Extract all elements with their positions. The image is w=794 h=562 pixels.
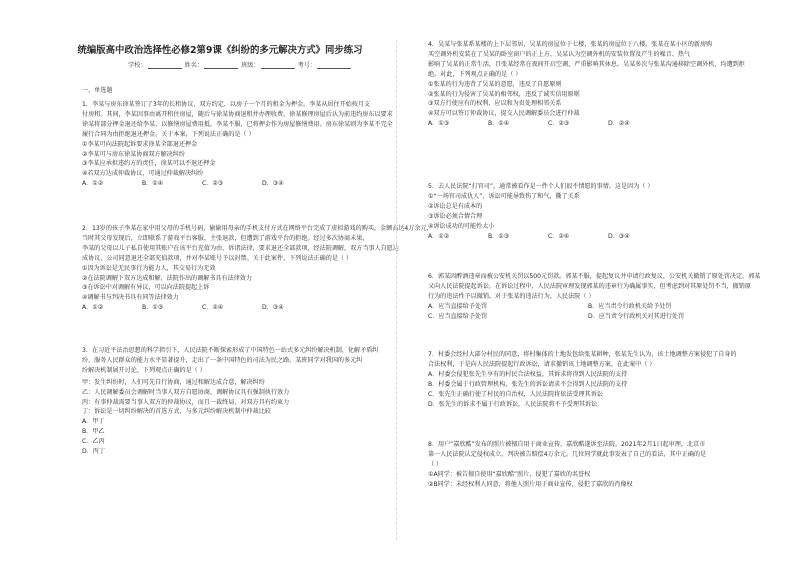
exam-no-label: 考号： xyxy=(297,62,317,69)
q1-line-4: 履行合同为由拒绝退还押金。关于本案，下列说法正确的是（ ） xyxy=(82,130,255,138)
q1-choice-c[interactable]: C．②③ xyxy=(202,180,224,188)
left-column xyxy=(22,0,433,562)
question-3 xyxy=(82,346,382,457)
school-label: 学校： xyxy=(128,62,147,69)
document-title: 统编版高中政治选择性必修2第9课《纠纷的多元解决方式》同步练习 xyxy=(77,45,363,56)
q2-option-4: ④调解书与判决书具有同等法律效力 xyxy=(82,294,179,302)
q3-choice-c[interactable]: C．乙丙 xyxy=(82,438,105,446)
q1-choices xyxy=(82,179,382,189)
q6-choice-c[interactable]: C．应当直接给予处罚 xyxy=(428,312,488,320)
q4-option-2: ②张某的行为侵害了吴某的相邻权，违反了诚实信用原则 xyxy=(428,90,580,98)
q1-line-1: 1．李某与房东徐某签订了3年的长租协议，双方约定，以房子一个月的租金为押金。李某从居住开始按月支 xyxy=(82,101,371,108)
q2-line-1: 2．13岁的孩子李某在家中用父母的手机号码，偷偷用母亲的手机支付方式在网络平台完成了虚拟游戏的购买，金额高达4万余元， xyxy=(82,225,433,232)
right-column xyxy=(420,0,787,562)
q7-line-1: 7．村委会经村大部分村民的同意，将村集体的土地发包给张某耕种，张某先生认为，该土地调整方案侵犯了自身的 xyxy=(428,351,737,358)
q1-line-2: 付房租。其间，李某因事由离开租住房屋，随后与徐某协商退租并办理收费，徐某修理房屋后认为前违约房东以要求 xyxy=(82,110,393,118)
q2-choices xyxy=(82,303,382,313)
q3-choice-d[interactable]: D．丙丁 xyxy=(82,448,105,456)
q2-choice-c[interactable]: C．②④ xyxy=(202,304,224,312)
question-6 xyxy=(428,272,778,322)
q4-line-2: 买空调外机安装在了吴某的卧室窗户的正上方，吴某认为空调外机的安装位置及产生的噪音、热气 xyxy=(428,50,691,58)
q1-choice-a[interactable]: A．①② xyxy=(82,180,104,188)
q5-option-4: ④诉讼成功的可能性太小 xyxy=(428,222,495,230)
q7-option-c[interactable]: C．张先生正确行使了村民的自治权，人民法院将依法受理其诉讼 xyxy=(428,390,603,398)
student-info-line xyxy=(128,60,352,69)
q8-line-2: 第一人民法院认定侵权成立，判决被告赔偿4万余元。几位同学就此事发表了自己的看法，其中正确的是 xyxy=(428,450,707,458)
q4-line-1: 4．吴某与张某系某楼的上下层邻居，吴某的房屋位于七楼，张某的房屋位于八楼。张某在某小区的新房购 xyxy=(428,41,713,48)
q1-option-3: ③李某应承担违约方的责任，徐某可以不退还押金 xyxy=(82,160,216,168)
q7-line-2: 合法权利，于是向人民法院提起行政诉讼，请求撤销该土地调整方案。在此案中（ ） xyxy=(428,360,656,368)
q3-choice-b[interactable]: B．甲乙 xyxy=(82,428,105,436)
q4-line-3: 影响了吴某的正常生活，且张某经常在夜间开启空调，严重影响其休息。吴某多次与张某沟通移除空调外机，均遭到拒 xyxy=(428,60,745,68)
exam-no-blank[interactable] xyxy=(317,62,351,69)
q6-line-3: 行为的违法性予以撤销。对于张某的违法行为，人民法院（ ） xyxy=(428,292,595,300)
q2-option-3: ③在诉讼中对调解有异议，可以向法院提起上诉 xyxy=(82,284,210,292)
q3-choice-a[interactable]: A．甲丁 xyxy=(82,418,105,426)
q1-line-3: 徐某将部分押金退还给李某，以修缮房屋费用抵，李某不服，已将押金作为房屋修缮费用。房东徐某则为李某不完全 xyxy=(82,120,393,128)
q2-choice-d[interactable]: D．③④ xyxy=(262,304,284,312)
column-divider xyxy=(396,40,397,540)
q2-line-2: 当时其父母发现后，立即联系了游戏平台客服，主张退款，但遭到了游戏平台的拒绝。经过多次协商未果， xyxy=(82,234,369,242)
q6-choice-a[interactable]: A．应当直接给予处罚 xyxy=(428,302,488,310)
q7-option-a[interactable]: A．村委会侵犯张先生享有的村民合法权益，其诉求将得到人民法院的支持 xyxy=(428,370,628,378)
name-label: 姓名： xyxy=(184,62,204,69)
q6-choice-b[interactable]: B．应当责令行政机关给予处罚 xyxy=(588,302,672,310)
q3-line-1: 3．在习近平法治思想的科学指引下，人民法院不断探索形成了中国特色一站式多元纠纷解决机制，化解矛盾纠 xyxy=(82,347,379,354)
q5-choice-c[interactable]: C．②④ xyxy=(548,232,570,240)
q2-line-4: 成协议，公司同意退还全部充值款项，并对李某账号予以封禁。关于此案件，下列说法正确的是（ ） xyxy=(82,254,353,262)
q4-choice-d[interactable]: D．②④ xyxy=(608,120,630,128)
q8-option-1: ①A同学：被告擅自使用“嘉欣酷”照片，侵犯了嘉欣的名誉权 xyxy=(428,470,591,478)
question-5 xyxy=(428,182,778,241)
q2-choice-a[interactable]: A．①② xyxy=(82,304,104,312)
q1-choice-d[interactable]: D．③④ xyxy=(262,180,284,188)
q8-option-2: ②B同学：未经权利人同意，将他人照片用于商业宣传，侵犯了嘉欣的肖像权 xyxy=(428,480,633,488)
q8-line-1: 8．用户“嘉欣酷”发布的照片被擅自用于商业宣传，嘉欣酷遂诉至法院。2021年2月1日起审理，北京市 xyxy=(428,441,706,448)
section-heading-text: 一、单选题 xyxy=(82,87,113,94)
name-blank[interactable] xyxy=(204,62,238,69)
q5-choices xyxy=(428,232,778,242)
q4-option-1: ①张某的行为违背了吴某的意愿，违反了自愿原则 xyxy=(428,80,562,88)
question-7 xyxy=(428,350,778,409)
q5-choice-b[interactable]: B．①③ xyxy=(488,232,510,240)
q5-option-1: ①“一场官司成仇人”，诉讼可能导致伤了和气，撕了关系 xyxy=(428,192,580,200)
q7-option-d[interactable]: D．张先生的诉求不属于行政诉讼，人民法院将不予受理其诉讼 xyxy=(428,400,598,408)
q7-option-b[interactable]: B．村委会属于行政管理机构，张先生的诉讼请求不会得到人民法院的支持 xyxy=(428,380,628,388)
q4-line-4: 绝。对此，下列观点正确的是（ ） xyxy=(428,70,522,78)
q2-option-2: ②在法院调解下双方达成和解，法院作出的调解书具有法律效力 xyxy=(82,274,252,282)
q5-option-2: ②诉讼总是有成本的 xyxy=(428,202,483,210)
q4-option-3: ③双方行使应有的权利，应以和为贵处理相邻关系 xyxy=(428,100,562,108)
q6-choices-row-2 xyxy=(428,312,778,322)
q5-choice-d[interactable]: D．③④ xyxy=(608,232,630,240)
q6-line-1: 6．郭某因醉酒违章而被公安机关罚以500元罚款。郭某不服，提起复议并申请行政复议，公安机关撤销了原处罚决定。郭某 xyxy=(428,273,761,280)
question-8 xyxy=(428,440,778,490)
q5-line-1: 5．去人民法院“打官司”，通常被看作是一件个人们很不情愿的事情。这是因为（ ） xyxy=(428,183,654,190)
q8-line-3: （ ） xyxy=(428,460,443,468)
q3-view-2: 乙：人民调解委员会调解时当事人双方自愿协商，调解协议具有强制执行效力 xyxy=(82,388,290,396)
section-heading xyxy=(82,86,112,96)
q6-line-2: 又向人民法院提起诉讼。在诉讼过程中，人民法院审理发现郭某的违章行为确属事实，但考虑到对其原处罚不当，撤销原 xyxy=(428,282,751,290)
question-2 xyxy=(82,224,433,313)
q3-line-2: 纷，服务人民群众的能力水平显著提升，走出了一条中国特色的司法为民之路。某班同学对我国的多元纠 xyxy=(82,356,363,364)
q1-option-2: ②李某可与房东徐某协商双方解决纠纷 xyxy=(82,150,185,158)
school-blank[interactable] xyxy=(148,62,182,69)
q4-choice-a[interactable]: A．①③ xyxy=(428,120,450,128)
q2-line-3: 李某的父母以儿子私自使用其账户在该平台充值为由，诉诸法律，要求退还全部款项，经法院调解，双方当事人自愿达 xyxy=(82,244,399,252)
q3-view-3: 丙：有事仲裁需要当事人双方的仲裁协议，而且一裁终局，对双方具有约束力 xyxy=(82,398,290,406)
q4-choice-c[interactable]: C．②③ xyxy=(548,120,570,128)
class-label: 班级： xyxy=(241,62,260,69)
q3-view-4: 丁：诉讼是一切纠纷解决的首选方式，与多元纠纷解决机制中仲裁比较 xyxy=(82,408,271,416)
q4-option-4: ④双方可以签订仲裁协议，提交人民调解委员会进行仲裁 xyxy=(428,110,580,118)
q5-choice-a[interactable]: A．①② xyxy=(428,232,450,240)
q6-choice-d[interactable]: D．应当责令行政机关对其进行处罚 xyxy=(588,312,685,320)
q5-option-3: ③诉讼必须合情合理 xyxy=(428,212,483,220)
question-1 xyxy=(82,100,393,189)
class-blank[interactable] xyxy=(261,62,295,69)
q3-view-1: 甲：发生纠纷时，人们可先自行协商，通过和解达成合意，解决纠纷 xyxy=(82,378,265,386)
question-4 xyxy=(428,40,778,129)
q6-choices-row-1 xyxy=(428,302,778,312)
q1-option-4: ④若双方达成仲裁协议，可通过仲裁解决纠纷 xyxy=(82,170,204,178)
q2-option-1: ①因为诉讼是无民事行为能力人，其交易行为无效 xyxy=(82,264,216,272)
q1-choice-b[interactable]: B．①④ xyxy=(142,180,164,188)
q4-choices xyxy=(428,119,778,129)
q2-choice-b[interactable]: B．①③ xyxy=(142,304,164,312)
q1-option-1: ①李某可向法院起诉要求徐某全部退还押金 xyxy=(82,140,198,148)
q4-choice-b[interactable]: B．①④ xyxy=(488,120,510,128)
q3-line-3: 纷解决机制展开讨论，下列观点正确的是（ ） xyxy=(82,366,206,374)
